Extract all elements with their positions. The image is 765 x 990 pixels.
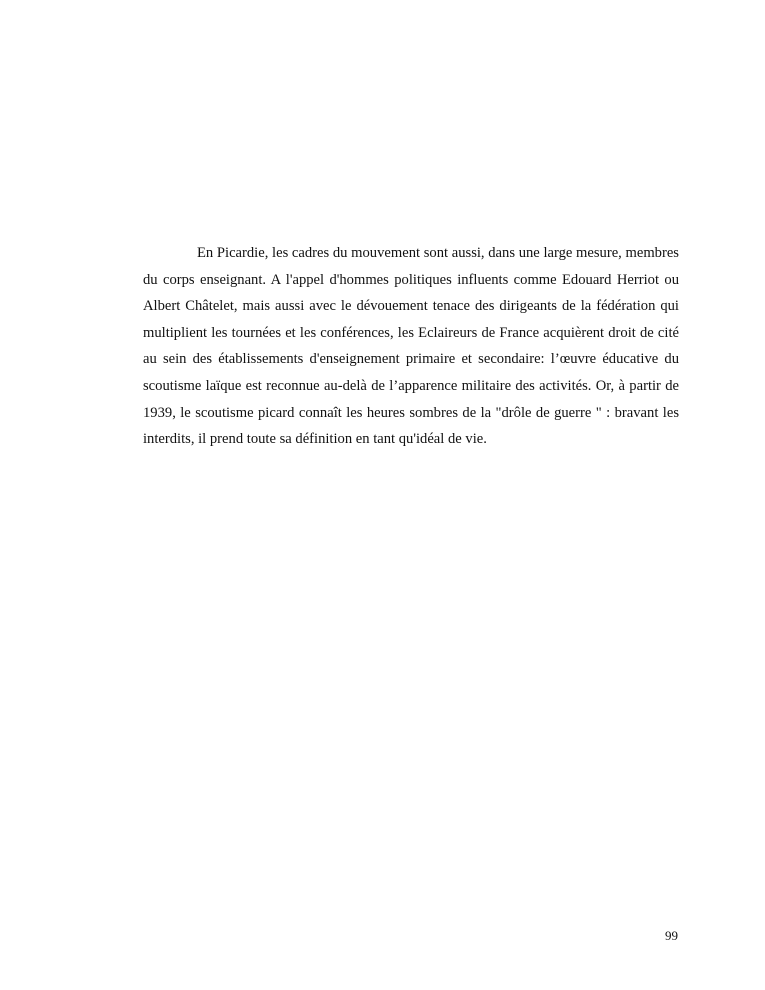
page-number: 99 [665, 928, 678, 943]
body-paragraph: En Picardie, les cadres du mouvement sont aussi, dans une large mesure, membres du corps enseignant. A l'appel d'hommes politiques influents comme Edouard Herriot ou Albert Châtelet, mais aussi avec le dévouement tenace des dirigeants de la fédération qui multiplient les tournées et les conférences, les Eclaireurs de France acquièrent droit de cité au sein des établissements d'enseignement primaire et secondaire: l’œuvre éducative du scoutisme laïque est reconnue au-delà de l’apparence militaire des activités. Or, à partir de 1939, le scoutisme picard connaît les heures sombres de la "drôle de guerre " : bravant les interdits, il prend toute sa définition en tant qu'idéal de vie. [143, 245, 679, 448]
